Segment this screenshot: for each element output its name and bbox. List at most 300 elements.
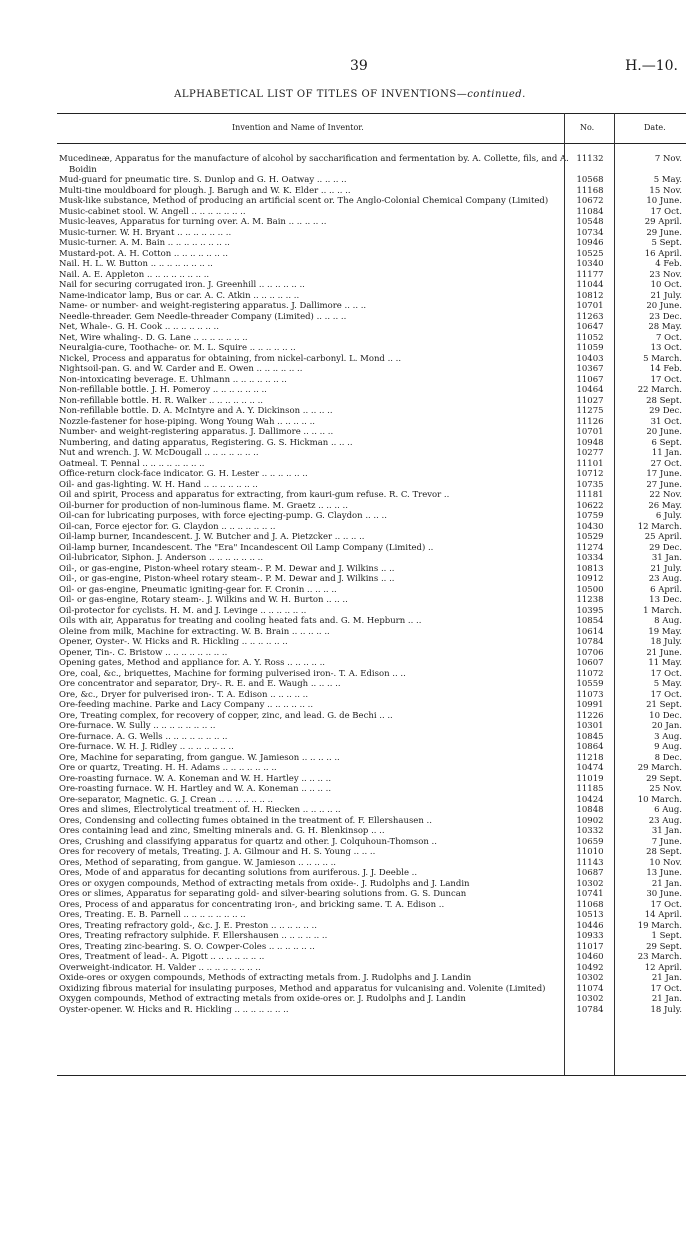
invention-cell: Neuralgia-cure, Toothache- or. M. L. Squire .. .. .. .. .. .. xyxy=(59,343,296,353)
date-cell: 21 July. xyxy=(650,290,682,301)
table-row xyxy=(57,910,686,921)
date-cell: 31 Oct. xyxy=(650,416,682,427)
date-cell: 17 Oct. xyxy=(650,689,682,700)
invention-cell: Ores, Method of separating, from gangue. W. Jamieson .. .. .. .. .. xyxy=(59,857,337,868)
date-cell: 10 June. xyxy=(646,196,682,206)
number-cell: 10446 xyxy=(576,920,604,931)
table-row xyxy=(57,931,686,942)
number-cell: 10701 xyxy=(576,301,604,311)
invention-cell: Ores, Condensing and collecting fumes obtained in the treatment of. F. Ellershausen .. xyxy=(59,815,432,826)
date-cell: 10 Dec. xyxy=(649,710,682,721)
number-cell: 11074 xyxy=(576,983,604,994)
invention-cell: Non-refillable bottle. D. A. McIntyre and A. Y. Dickinson .. .. .. .. xyxy=(59,406,333,416)
table-row xyxy=(57,690,686,701)
date-cell: 5 Sept. xyxy=(651,238,682,248)
invention-cell: Name- or number- and weight-registering apparatus. J. Dallimore .. .. .. xyxy=(59,301,367,311)
date-cell: 19 March. xyxy=(637,920,682,931)
document-code: H.—10. xyxy=(625,58,678,74)
number-cell: 10687 xyxy=(576,868,604,878)
date-cell: 17 June. xyxy=(646,469,682,479)
invention-cell: Music-turner. W. H. Bryant .. .. .. .. .. .. .. xyxy=(59,227,232,238)
number-cell: 10492 xyxy=(576,962,604,973)
date-cell: 23 Nov. xyxy=(649,269,682,280)
date-cell: 23 Dec. xyxy=(649,311,682,322)
date-cell: 27 June. xyxy=(646,479,682,490)
invention-cell: Mud-guard for pneumatic tire. S. Dunlop and G. H. Oatway .. .. .. .. xyxy=(59,175,347,185)
invention-cell: Music-turner. A. M. Bain .. .. .. .. .. .. .. .. xyxy=(59,238,230,248)
table-row xyxy=(57,228,686,239)
invention-cell: Number- and weight-registering apparatus. J. Dallimore .. .. .. .. xyxy=(59,427,334,437)
date-cell: 15 Nov. xyxy=(649,185,682,196)
date-cell: 14 Feb. xyxy=(649,364,682,374)
invention-cell: Oxygen compounds, Method of extracting metals from oxide-ores or. J. Rudolphs and J. Landin xyxy=(59,994,466,1004)
date-cell: 11 Jan. xyxy=(651,448,682,458)
date-cell: 5 May. xyxy=(653,175,682,185)
invention-cell: Ore-feeding machine. Parke and Lacy Company .. .. .. .. .. .. xyxy=(59,700,314,710)
number-cell: 10302 xyxy=(576,973,604,983)
number-cell: 11238 xyxy=(576,595,604,605)
number-cell: 10735 xyxy=(576,479,604,490)
date-cell: 8 Dec. xyxy=(654,752,682,763)
invention-cell: Ore-furnace. W. H. J. Ridley .. .. .. .. .. .. .. xyxy=(59,742,234,752)
table-row xyxy=(57,343,686,354)
table-row xyxy=(57,501,686,512)
date-cell: 18 July. xyxy=(650,1004,682,1015)
table-row xyxy=(57,490,686,501)
date-cell: 30 June. xyxy=(646,889,682,899)
number-cell: 10460 xyxy=(576,952,604,962)
invention-cell: Needle-threader. Gem Needle-threader Company (Limited) .. .. .. .. xyxy=(59,311,347,322)
invention-cell: Oil-can, Force ejector for. G. Claydon .. .. .. .. .. .. .. xyxy=(59,521,276,532)
date-cell: 14 April. xyxy=(644,910,682,920)
invention-cell: Multi-tine mouldboard for plough. J. Barugh and W. K. Elder .. .. .. .. xyxy=(59,185,351,196)
column-divider-date xyxy=(614,113,615,1075)
invention-cell: Nail for securing corrugated iron. J. Greenhill .. .. .. .. .. .. xyxy=(59,280,305,290)
invention-cell: Ores, Treating zinc-bearing. S. O. Cowper-Coles .. .. .. .. .. .. xyxy=(59,941,315,952)
date-cell: 27 Oct. xyxy=(650,458,682,469)
number-cell: 11177 xyxy=(576,269,604,280)
number-cell: 11010 xyxy=(576,847,604,857)
number-cell: 11084 xyxy=(576,206,604,217)
table-row xyxy=(57,595,686,606)
invention-cell: Ores, Treating refractory gold-, &c. J. E. Preston .. .. .. .. .. .. xyxy=(59,920,317,931)
table-row xyxy=(57,984,686,995)
table-row xyxy=(57,249,686,260)
invention-cell: Oyster-opener. W. Hicks and R. Hickling .. .. .. .. .. .. .. xyxy=(59,1004,289,1015)
invention-cell: Oil- and gas-lighting. W. H. Hand .. .. .. .. .. .. .. xyxy=(59,479,258,490)
table-row xyxy=(57,522,686,533)
number-cell: 10430 xyxy=(576,521,604,532)
invention-cell: Oil- or gas-engine, Pneumatic igniting-gear for. F. Cronin .. .. .. .. xyxy=(59,584,337,595)
number-cell: 10672 xyxy=(576,196,604,206)
table-row xyxy=(57,732,686,743)
number-cell: 11044 xyxy=(576,280,604,290)
date-cell: 29 June. xyxy=(646,227,682,238)
table-row xyxy=(57,952,686,963)
table-row xyxy=(57,627,686,638)
table-row xyxy=(57,774,686,785)
date-cell: 28 May. xyxy=(648,322,682,332)
date-cell: 21 Jan. xyxy=(651,973,682,983)
table-row xyxy=(57,417,686,428)
date-cell: 21 Sept. xyxy=(646,700,682,710)
invention-cell: Ore-separator, Magnetic. G. J. Crean .. .. .. .. .. .. .. xyxy=(59,794,273,805)
table-row xyxy=(57,259,686,270)
date-cell: 21 June. xyxy=(646,647,682,658)
number-cell: 10395 xyxy=(576,605,604,616)
date-cell: 12 April. xyxy=(644,962,682,973)
number-cell: 11017 xyxy=(576,941,604,952)
date-cell: 29 Dec. xyxy=(649,406,682,416)
date-cell: 31 Jan. xyxy=(651,553,682,563)
number-cell: 11073 xyxy=(576,689,604,700)
invention-cell: Ore, coal, &c., briquettes, Machine for forming pulverised iron-. T. A. Edison .. .. xyxy=(59,668,406,679)
table-row xyxy=(57,553,686,564)
invention-cell: Oxide-ores or oxygen compounds, Methods of extracting metals from. J. Rudolphs and J. Landin xyxy=(59,973,472,983)
column-divider-no xyxy=(564,113,565,1075)
table-row xyxy=(57,763,686,774)
invention-cell: Oil-can for lubricating purposes, with force ejecting-pump. G. Claydon .. .. .. xyxy=(59,511,387,521)
number-cell: 10301 xyxy=(576,721,604,731)
number-cell: 10991 xyxy=(576,700,604,710)
date-cell: 5 March. xyxy=(643,353,682,364)
date-cell: 28 Sept. xyxy=(646,395,682,406)
invention-cell: Nozzle-fastener for hose-piping. Wong Young Wah .. .. .. .. .. xyxy=(59,416,315,427)
date-cell: 21 July. xyxy=(650,563,682,574)
table-row xyxy=(57,207,686,218)
number-cell: 11067 xyxy=(576,374,604,385)
table-row xyxy=(57,994,686,1005)
number-cell: 10784 xyxy=(576,637,604,647)
number-cell: 10946 xyxy=(576,238,604,248)
invention-cell: Oil-protector for cyclists. H. M. and J. Levinge .. .. .. .. .. .. xyxy=(59,605,307,616)
table-row xyxy=(57,186,686,197)
date-cell: 10 March. xyxy=(637,794,682,805)
invention-cell: Oil-lubricator, Siphon. J. Anderson .. .. .. .. .. .. .. xyxy=(59,553,264,563)
invention-cell: Ore concentrator and separator, Dry-. R. E. and E. Waugh .. .. .. .. xyxy=(59,679,341,689)
table-row xyxy=(57,154,686,175)
number-cell: 11072 xyxy=(576,668,604,679)
invention-cell: Mucedineæ, Apparatus for the manufacture of alcohol by saccharification and fermentation by. A. Collette, fils, and A. Boidin xyxy=(59,154,569,175)
number-cell: 10302 xyxy=(576,994,604,1004)
number-cell: 10701 xyxy=(576,427,604,437)
invention-cell: Oil- or gas-engine, Rotary steam-. J. Wilkins and W. H. Burton .. .. .. xyxy=(59,595,348,605)
table-row xyxy=(57,532,686,543)
invention-cell: Oil-, or gas-engine, Piston-wheel rotary steam-. P. M. Dewar and J. Wilkins .. .. xyxy=(59,574,395,584)
inventions-table xyxy=(57,113,686,1015)
date-cell: 23 March. xyxy=(637,952,682,962)
table-row xyxy=(57,396,686,407)
number-cell: 10933 xyxy=(576,931,604,941)
title-main: ALPHABETICAL LIST OF TITLES OF INVENTIONS— xyxy=(174,89,468,100)
number-cell: 10513 xyxy=(576,910,604,920)
table-row xyxy=(57,270,686,281)
invention-cell: Oleine from milk, Machine for extracting. W. B. Brain .. .. .. .. .. xyxy=(59,626,330,637)
table-row xyxy=(57,196,686,207)
number-cell: 10734 xyxy=(576,227,604,238)
date-cell: 13 Dec. xyxy=(649,595,682,605)
table-row xyxy=(57,700,686,711)
invention-cell: Ore, Machine for separating, from gangue. W. Jamieson .. .. .. .. .. xyxy=(59,752,340,763)
date-cell: 16 April. xyxy=(644,248,682,259)
number-cell: 11275 xyxy=(576,406,604,416)
invention-cell: Music-cabinet stool. W. Angell .. .. .. .. .. .. .. xyxy=(59,206,246,217)
invention-cell: Musk-like substance, Method of producing an artificial scent or. The Anglo-Colonial Chemical Company (Limited) xyxy=(59,196,549,206)
date-cell: 9 Aug. xyxy=(654,742,682,752)
date-cell: 29 Sept. xyxy=(646,941,682,952)
date-cell: 31 Jan. xyxy=(651,826,682,836)
invention-cell: Overweight-indicator. H. Valder .. .. .. .. .. .. .. .. xyxy=(59,962,261,973)
table-row xyxy=(57,826,686,837)
number-cell: 10759 xyxy=(576,511,604,521)
invention-cell: Non-intoxicating beverage. E. Uhlmann .. .. .. .. .. .. .. xyxy=(59,374,287,385)
header-date: Date. xyxy=(644,123,666,132)
table-row xyxy=(57,858,686,869)
title-continued: continued. xyxy=(467,89,526,100)
invention-cell: Ore-furnace. A. G. Wells .. .. .. .. .. .. .. .. xyxy=(59,731,228,742)
invention-cell: Oil and spirit, Process and apparatus for extracting, from kauri-gum refuse. R. C. Trevor .. xyxy=(59,490,450,500)
table-row xyxy=(57,543,686,554)
number-cell: 11274 xyxy=(576,542,604,553)
number-cell: 11019 xyxy=(576,773,604,784)
date-cell: 7 Nov. xyxy=(654,154,682,164)
invention-cell: Oxidizing fibrous material for insulating purposes, Method and apparatus for vulcanising and. Volenite (Limited) xyxy=(59,983,546,994)
table-row xyxy=(57,637,686,648)
table-row xyxy=(57,175,686,186)
number-cell: 10302 xyxy=(576,878,604,889)
number-cell: 10525 xyxy=(576,248,604,259)
number-cell: 10367 xyxy=(576,364,604,374)
date-cell: 1 Sept. xyxy=(651,931,682,941)
table-row xyxy=(57,868,686,879)
date-cell: 8 Aug. xyxy=(654,616,682,626)
date-cell: 7 Oct. xyxy=(656,332,682,343)
date-cell: 6 July. xyxy=(655,511,682,521)
date-cell: 29 March. xyxy=(637,763,682,773)
date-cell: 28 Sept. xyxy=(646,847,682,857)
table-row xyxy=(57,1005,686,1016)
table-row xyxy=(57,448,686,459)
number-cell: 11168 xyxy=(576,185,604,196)
table-row xyxy=(57,291,686,302)
date-cell: 13 June. xyxy=(646,868,682,878)
table-row xyxy=(57,648,686,659)
date-cell: 17 Oct. xyxy=(650,899,682,910)
date-cell: 29 Dec. xyxy=(649,542,682,553)
number-cell: 10614 xyxy=(576,626,604,637)
date-cell: 6 April. xyxy=(650,584,682,595)
table-row xyxy=(57,742,686,753)
number-cell: 11263 xyxy=(576,311,604,322)
table-row xyxy=(57,721,686,732)
date-cell: 25 Nov. xyxy=(649,784,682,794)
table-bottom-rule xyxy=(57,1075,686,1076)
number-cell: 10712 xyxy=(576,469,604,479)
invention-cell: Ore-furnace. W. Sully .. .. .. .. .. .. .. .. xyxy=(59,721,216,731)
date-cell: 1 March. xyxy=(643,605,682,616)
invention-cell: Name-indicator lamp, Bus or car. A. C. Atkin .. .. .. .. .. .. xyxy=(59,290,300,301)
number-cell: 10332 xyxy=(576,826,604,836)
number-cell: 10845 xyxy=(576,731,604,742)
date-cell: 10 Nov. xyxy=(649,857,682,868)
number-cell: 11132 xyxy=(576,154,604,164)
table-row xyxy=(57,469,686,480)
date-cell: 6 Sept. xyxy=(651,437,682,448)
invention-cell: Nail. H. L. W. Button .. .. .. .. .. .. .. .. xyxy=(59,259,213,269)
table-row xyxy=(57,921,686,932)
table-row xyxy=(57,574,686,585)
number-cell: 10741 xyxy=(576,889,604,899)
date-cell: 18 July. xyxy=(650,637,682,647)
table-header xyxy=(57,113,686,144)
number-cell: 10403 xyxy=(576,353,604,364)
number-cell: 11101 xyxy=(576,458,604,469)
date-cell: 3 Aug. xyxy=(654,731,682,742)
date-cell: 20 June. xyxy=(646,301,682,311)
number-cell: 11126 xyxy=(576,416,604,427)
table-row xyxy=(57,753,686,764)
invention-cell: Oil-burner for production of non-luminous flame. M. Graetz .. .. .. .. xyxy=(59,500,348,511)
number-cell: 10500 xyxy=(576,584,604,595)
date-cell: 22 March. xyxy=(637,385,682,395)
invention-cell: Ores, Treatment of lead-. A. Pigott .. .. .. .. .. .. .. xyxy=(59,952,265,962)
invention-cell: Ores, Crushing and classifying apparatus for quartz and other. J. Colquhoun-Thomson .. xyxy=(59,836,437,847)
date-cell: 13 Oct. xyxy=(650,343,682,353)
table-row xyxy=(57,511,686,522)
number-cell: 10529 xyxy=(576,532,604,542)
table-row xyxy=(57,427,686,438)
invention-cell: Oil-, or gas-engine, Piston-wheel rotary steam-. P. M. Dewar and J. Wilkins .. .. xyxy=(59,563,395,574)
number-cell: 10568 xyxy=(576,175,604,185)
invention-cell: Net, Whale-. G. H. Cook .. .. .. .. .. .. .. xyxy=(59,322,219,332)
number-cell: 11218 xyxy=(576,752,604,763)
invention-cell: Ore, &c., Dryer for pulverised iron-. T. A. Edison .. .. .. .. .. xyxy=(59,689,309,700)
number-cell: 10334 xyxy=(576,553,604,563)
invention-cell: Ores containing lead and zinc, Smelting minerals and. G. H. Blenkinsop .. .. xyxy=(59,826,385,836)
table-row xyxy=(57,942,686,953)
number-cell: 10902 xyxy=(576,815,604,826)
table-row xyxy=(57,879,686,890)
number-cell: 10622 xyxy=(576,500,604,511)
table-row xyxy=(57,711,686,722)
invention-cell: Oatmeal. T. Pennal .. .. .. .. .. .. .. .. xyxy=(59,458,205,469)
invention-cell: Non-refillable bottle. J. H. Pomeroy .. .. .. .. .. .. .. xyxy=(59,385,267,395)
number-cell: 11185 xyxy=(576,784,604,794)
table-row xyxy=(57,312,686,323)
number-cell: 10812 xyxy=(576,290,604,301)
invention-cell: Ore or quartz, Treating. H. H. Adams .. .. .. .. .. .. .. xyxy=(59,763,277,773)
invention-cell: Nail. A. E. Appleton .. .. .. .. .. .. .. .. xyxy=(59,269,210,280)
invention-cell: Ores, Mode of and apparatus for decanting solutions from auriferous. J. J. Deeble .. xyxy=(59,868,418,878)
invention-cell: Ores, Treating. E. B. Parnell .. .. .. .. .. .. .. .. xyxy=(59,910,246,920)
number-cell: 11143 xyxy=(576,857,604,868)
number-cell: 11027 xyxy=(576,395,604,406)
invention-cell: Opener, Tin-. C. Bristow .. .. .. .. .. .. .. .. xyxy=(59,647,228,658)
invention-cell: Net, Wire whaling-. D. G. Lane .. .. .. .. .. .. .. xyxy=(59,332,248,343)
table-row xyxy=(57,669,686,680)
table-row xyxy=(57,364,686,375)
invention-cell: Ore-roasting furnace. W. H. Hartley and W. A. Koneman .. .. .. .. xyxy=(59,784,332,794)
table-row xyxy=(57,585,686,596)
number-cell: 10864 xyxy=(576,742,604,752)
invention-cell: Nut and wrench. J. W. McDougall .. .. .. .. .. .. .. xyxy=(59,448,259,458)
table-row xyxy=(57,406,686,417)
number-cell: 10647 xyxy=(576,322,604,332)
table-row xyxy=(57,606,686,617)
number-cell: 10948 xyxy=(576,437,604,448)
invention-cell: Mustard-pot. A. H. Cotton .. .. .. .. .. .. .. xyxy=(59,248,228,259)
number-cell: 10474 xyxy=(576,763,604,773)
date-cell: 19 May. xyxy=(648,626,682,637)
page-number: 39 xyxy=(350,58,368,74)
number-cell: 10813 xyxy=(576,563,604,574)
invention-cell: Ore, Treating complex, for recovery of copper, zinc, and lead. G. de Bechi .. .. xyxy=(59,710,393,721)
date-cell: 11 May. xyxy=(648,658,682,668)
invention-cell: Numbering, and dating apparatus, Registering. G. S. Hickman .. .. .. xyxy=(59,437,353,448)
table-row xyxy=(57,238,686,249)
number-cell: 11052 xyxy=(576,332,604,343)
date-cell: 21 Jan. xyxy=(651,878,682,889)
invention-cell: Nightsoil-pan. G. and W. Carder and E. Owen .. .. .. .. .. .. xyxy=(59,364,303,374)
date-cell: 23 Aug. xyxy=(648,815,682,826)
number-cell: 11059 xyxy=(576,343,604,353)
table-row xyxy=(57,837,686,848)
invention-cell: Oil-lamp burner, Incandescent. J. W. Butcher and J. A. Pietzcker .. .. .. .. xyxy=(59,532,365,542)
date-cell: 6 Aug. xyxy=(654,805,682,815)
number-cell: 10912 xyxy=(576,574,604,584)
invention-cell: Ores or oxygen compounds, Method of extracting metals from oxide-. J. Rudolphs and J. Landin xyxy=(59,878,470,889)
table-row xyxy=(57,375,686,386)
table-row xyxy=(57,438,686,449)
number-cell: 10340 xyxy=(576,259,604,269)
number-cell: 10848 xyxy=(576,805,604,815)
date-cell: 7 June. xyxy=(651,836,682,847)
table-row xyxy=(57,973,686,984)
date-cell: 17 Oct. xyxy=(650,983,682,994)
date-cell: 25 April. xyxy=(644,532,682,542)
number-cell: 10854 xyxy=(576,616,604,626)
number-cell: 11226 xyxy=(576,710,604,721)
number-cell: 10607 xyxy=(576,658,604,668)
header-no: No. xyxy=(580,123,595,132)
number-cell: 10659 xyxy=(576,836,604,847)
invention-cell: Ores for recovery of metals, Treating. J. A. Gilmour and H. S. Young .. .. .. xyxy=(59,847,376,857)
table-row xyxy=(57,679,686,690)
date-cell: 29 April. xyxy=(644,217,682,227)
table-row xyxy=(57,847,686,858)
table-row xyxy=(57,280,686,291)
date-cell: 29 Sept. xyxy=(646,773,682,784)
table-row xyxy=(57,889,686,900)
invention-cell: Ores, Treating refractory sulphide. F. Ellershausen .. .. .. .. .. .. xyxy=(59,931,328,941)
date-cell: 4 Feb. xyxy=(655,259,682,269)
number-cell: 10464 xyxy=(576,385,604,395)
invention-cell: Opening gates, Method and appliance for. A. Y. Ross .. .. .. .. .. xyxy=(59,658,325,668)
date-cell: 10 Oct. xyxy=(650,280,682,290)
date-cell: 23 Aug. xyxy=(648,574,682,584)
date-cell: 17 Oct. xyxy=(650,668,682,679)
date-cell: 21 Jan. xyxy=(651,994,682,1004)
page-title xyxy=(0,89,700,100)
table-row xyxy=(57,217,686,228)
invention-cell: Office-return clock-face indicator. G. H. Lester .. .. .. .. .. .. xyxy=(59,469,308,479)
invention-cell: Oil-lamp burner, Incandescent. The "Era" Incandescent Oil Lamp Company (Limited) .. xyxy=(59,542,434,553)
number-cell: 11181 xyxy=(576,490,604,500)
date-cell: 12 March. xyxy=(637,521,682,532)
table-row xyxy=(57,900,686,911)
table-row xyxy=(57,784,686,795)
invention-cell: Ores or slimes, Apparatus for separating gold- and silver-bearing solutions from. G. S. Duncan xyxy=(59,889,467,899)
